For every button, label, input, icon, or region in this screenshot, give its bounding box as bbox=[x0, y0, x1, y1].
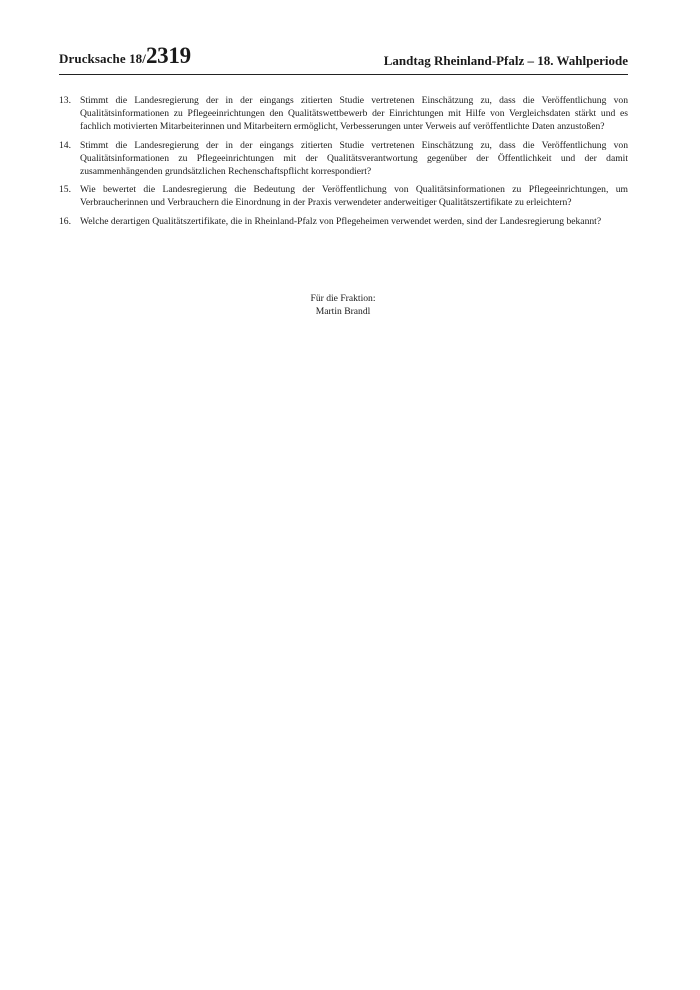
document-reference bbox=[59, 43, 191, 69]
question-number: 14. bbox=[59, 139, 71, 151]
parliament-period: Landtag Rheinland-Pfalz – 18. Wahlperiode bbox=[383, 53, 628, 68]
question-text: Wie bewertet die Landesregierung die Bedeutung der Veröffentlichung von Qualitätsinformationen zu Pflegeeinrichtungen, um Verbraucherinnen und Verbrauchern die Einordnung in der Praxis verwendeter anderweitiger Qualitätszertifikate zu erleichtern? bbox=[80, 184, 628, 209]
question-number: 15. bbox=[59, 184, 71, 196]
signature-faction-line: Für die Fraktion: bbox=[310, 293, 376, 304]
question-text: Stimmt die Landesregierung der in der eingangs zitierten Studie vertretenen Einschätzung zu, dass die Veröffentlichung von Qualitätsinformationen zu Pflegeeinrichtungen mit der Qualitätsverantwortung gegenüber der Öffentlichkeit und der damit zusammenhängenden grundsätzlichen Rechenschaftspflicht korrespondiert? bbox=[80, 139, 628, 177]
signature-name: Martin Brandl bbox=[315, 305, 371, 317]
page-header bbox=[59, 42, 628, 75]
question-list bbox=[59, 95, 628, 235]
question-item bbox=[59, 184, 628, 210]
question-number: 16. bbox=[59, 216, 71, 228]
document-label: Drucksache 18/ bbox=[59, 51, 146, 66]
question-text: Stimmt die Landesregierung der in der eingangs zitierten Studie vertretenen Einschätzung zu, dass die Veröffentlichung von Qualitätsinformationen zu Pflegeeinrichtungen den Qualitätswettbewerb der Einrichtungen mit Hilfe von Vergleichsdaten stärkt und es fachlich motivierten Mitarbeiterinnen und Mitarbeitern ermöglicht, Verbesserungen unter Verweis auf veröffentlichte Daten anzustoßen? bbox=[80, 95, 628, 132]
question-item bbox=[59, 95, 628, 134]
signature-block bbox=[0, 293, 686, 319]
question-number: 13. bbox=[59, 95, 71, 106]
document-number: 2319 bbox=[145, 43, 191, 68]
question-item bbox=[59, 216, 628, 229]
question-text: Welche derartigen Qualitätszertifikate, die in Rheinland-Pfalz von Pflegeheimen verwendet werden, sind der Landesregierung bekannt? bbox=[80, 216, 602, 228]
question-item bbox=[59, 140, 628, 179]
